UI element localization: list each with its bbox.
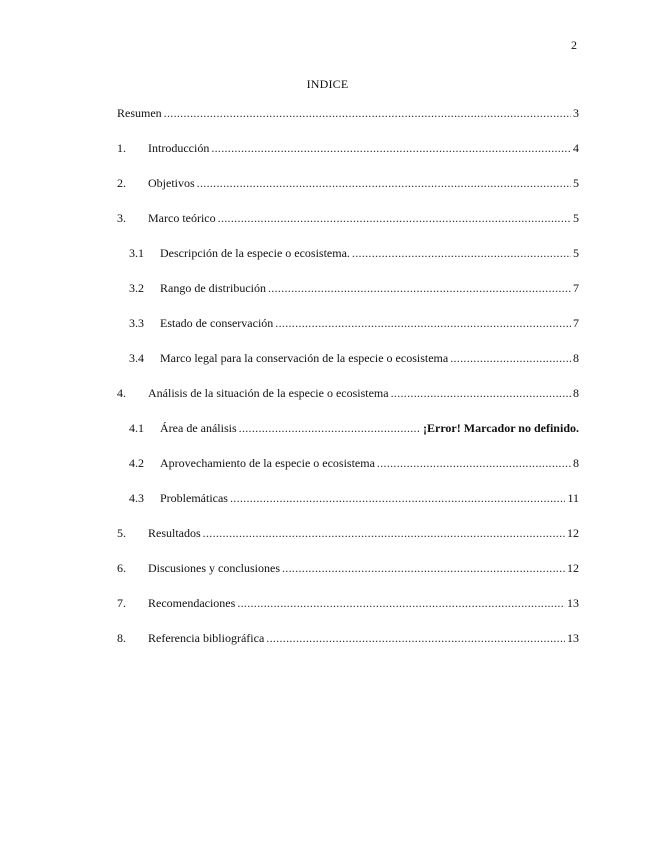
toc-entry-page: 7	[573, 316, 579, 330]
toc-entry-number: 1.	[117, 141, 126, 155]
toc-entry-number: 3.2	[129, 281, 144, 295]
toc-leader-dots	[275, 315, 571, 331]
toc-leader-dots	[164, 105, 571, 121]
toc-entry-label: Marco legal para la conservación de la especie o ecosistema	[160, 351, 449, 365]
toc-entry-resumen[interactable]	[117, 105, 579, 140]
toc-entry-page: 5	[573, 176, 579, 190]
toc-entry-label: Descripción de la especie o ecosistema.	[160, 246, 350, 260]
toc-entry-descripcion[interactable]	[117, 245, 579, 280]
toc-entry-number: 4.2	[129, 456, 144, 470]
toc-leader-dots	[230, 490, 565, 506]
toc-leader-dots	[266, 630, 565, 646]
toc-entry-label: Recomendaciones	[148, 596, 236, 610]
toc-entry-objetivos[interactable]	[117, 175, 579, 210]
toc-entry-analisis[interactable]	[117, 385, 579, 420]
toc-leader-dots	[218, 210, 571, 226]
toc-entry-number: 5.	[117, 526, 126, 540]
toc-entry-rango[interactable]	[117, 280, 579, 315]
toc-entry-page: 8	[573, 386, 579, 400]
toc-leader-dots	[391, 385, 571, 401]
toc-entry-page: 5	[573, 211, 579, 225]
toc-leader-dots	[450, 350, 571, 366]
toc-entry-number: 3.4	[129, 351, 144, 365]
toc-entry-label: Objetivos	[148, 176, 195, 190]
toc-entry-number: 4.3	[129, 491, 144, 505]
toc-entry-number: 3.	[117, 211, 126, 225]
toc-entry-label: Área de análisis	[160, 421, 237, 435]
toc-entry-page: 5	[573, 246, 579, 260]
toc-leader-dots	[239, 420, 421, 436]
toc-leader-dots	[268, 280, 571, 296]
toc-entry-number: 3.3	[129, 316, 144, 330]
toc-entry-number: 8.	[117, 631, 126, 645]
toc-entry-number: 2.	[117, 176, 126, 190]
toc-entry-label: Estado de conservación	[160, 316, 274, 330]
toc-entry-number: 4.	[117, 386, 126, 400]
toc-entry-page: 4	[573, 141, 579, 155]
toc-entry-marco-legal[interactable]	[117, 350, 579, 385]
toc-entry-referencia[interactable]	[117, 630, 579, 665]
toc-leader-dots	[237, 595, 565, 611]
toc-entry-label: Análisis de la situación de la especie o ecosistema	[148, 386, 389, 400]
toc-entry-area[interactable]	[117, 420, 579, 455]
toc-entry-label: Introducción	[148, 141, 210, 155]
toc-title: INDICE	[306, 77, 349, 91]
toc-leader-dots	[203, 525, 565, 541]
toc-leader-dots	[211, 140, 571, 156]
page-number: 2	[571, 38, 577, 52]
toc-entry-label: Marco teórico	[148, 211, 216, 225]
toc-leader-dots	[377, 455, 571, 471]
toc-entry-page: 11	[567, 491, 579, 505]
toc-entry-label: Discusiones y conclusiones	[148, 561, 280, 575]
toc-entry-number: 3.1	[129, 246, 144, 260]
toc-entry-page: 12	[567, 561, 579, 575]
toc-leader-dots	[197, 175, 571, 191]
toc-entry-page: 3	[573, 106, 579, 120]
toc-entry-resultados[interactable]	[117, 525, 579, 560]
toc-leader-dots	[282, 560, 565, 576]
table-of-contents	[117, 105, 579, 665]
toc-entry-number: 7.	[117, 596, 126, 610]
toc-entry-number: 6.	[117, 561, 126, 575]
toc-entry-error-text: ¡Error! Marcador no definido.	[423, 421, 579, 435]
toc-entry-label: Aprovechamiento de la especie o ecosistema	[160, 456, 375, 470]
toc-entry-page: 13	[567, 631, 579, 645]
toc-entry-label: Resultados	[148, 526, 201, 540]
toc-entry-problematicas[interactable]	[117, 490, 579, 525]
toc-entry-label: Referencia bibliográfica	[148, 631, 265, 645]
toc-entry-recomendaciones[interactable]	[117, 595, 579, 630]
toc-entry-marco-teorico[interactable]	[117, 210, 579, 245]
toc-entry-page: 13	[567, 596, 579, 610]
toc-entry-label: Resumen	[117, 106, 162, 120]
toc-entry-discusiones[interactable]	[117, 560, 579, 595]
toc-entry-page: 8	[573, 351, 579, 365]
toc-entry-page: 12	[567, 526, 579, 540]
toc-entry-number: 4.1	[129, 421, 144, 435]
toc-entry-introduccion[interactable]	[117, 140, 579, 175]
toc-entry-aprovechamiento[interactable]	[117, 455, 579, 490]
toc-entry-estado[interactable]	[117, 315, 579, 350]
toc-leader-dots	[352, 245, 571, 261]
toc-entry-label: Rango de distribución	[160, 281, 266, 295]
toc-entry-page: 8	[573, 456, 579, 470]
toc-entry-page: 7	[573, 281, 579, 295]
toc-entry-label: Problemáticas	[160, 491, 228, 505]
